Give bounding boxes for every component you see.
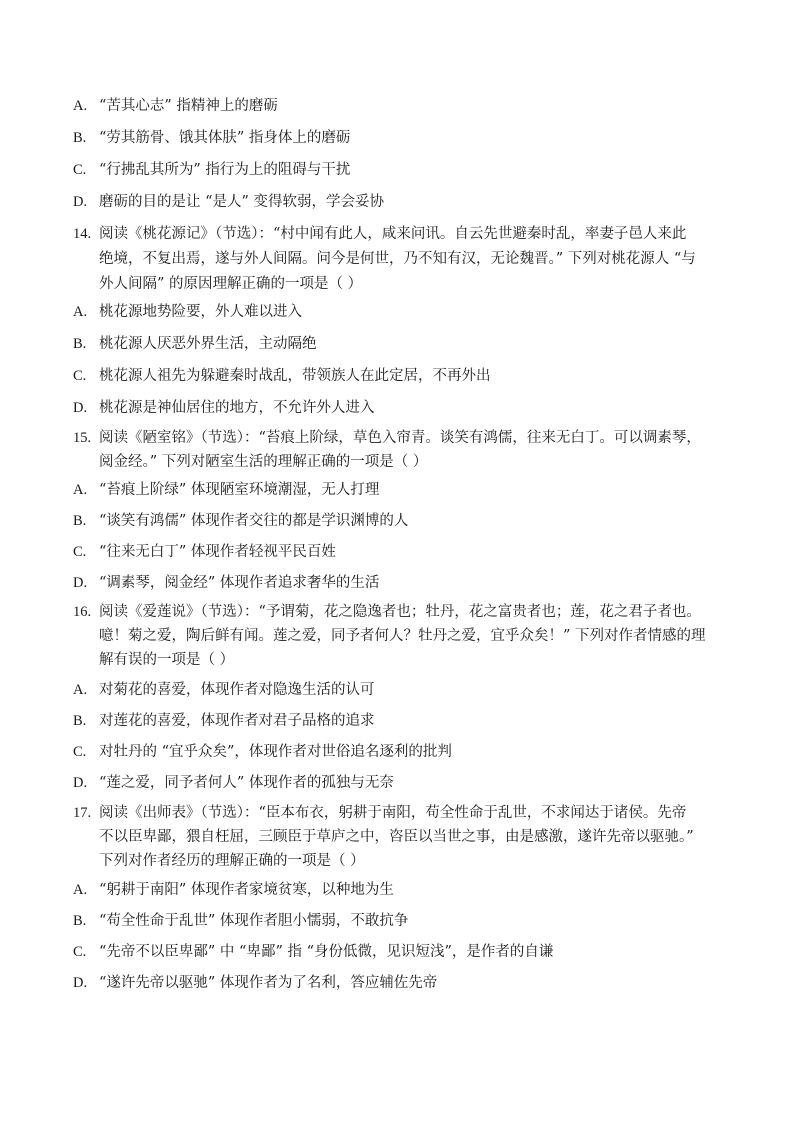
stem-text: 阅读《桃花源记》（节选）：“村中闻有此人，咸来问讯。自云先世避秦时乱，率妻子邑人来此 [99,226,687,242]
q15-option-a [73,480,379,500]
option-label: D. [73,400,88,416]
q14-stem-line-2: 绝境，不复出焉，遂与外人间隔。问今是何世，乃不知有汉，无论魏晋。” 下列对桃花源人 “与 [99,251,696,267]
q16-option-b [73,711,375,731]
q15-option-d [73,573,379,593]
stem-text: 阅读《爱莲说》（节选）：“予谓菊，花之隐逸者也；牡丹，花之富贵者也；莲，花之君子者也。 [99,604,701,620]
option-label: D. [73,194,88,210]
q15-option-c [73,542,336,562]
q13-option-d [73,192,384,212]
option-label: B. [73,336,87,352]
q17-stem-line-3: 下列对作者经历的理解正确的一项是（ ） [99,853,365,869]
q14-stem-line-3: 外人间隔” 的原因理解正确的一项是（ ） [99,276,363,292]
option-text: 桃花源人祖先为躲避秦时战乱，带领族人在此定居，不再外出 [99,368,491,384]
q17-option-a [73,880,394,900]
option-text: 磨砺的目的是让 “是人” 变得软弱，学会妥协 [99,194,385,210]
q14-option-a [73,302,302,322]
option-text: “行拂乱其所为” 指行为上的阻碍与干扰 [99,162,351,178]
option-text: 桃花源是神仙居住的地方，不允许外人进入 [99,400,375,416]
option-label: B. [73,130,87,146]
question-number: 16. [73,604,92,620]
option-label: A. [73,98,88,114]
question-number: 17. [73,805,92,821]
q17-option-c [73,942,553,962]
option-label: C. [73,744,87,760]
option-label: B. [73,513,87,529]
option-text: “谈笑有鸿儒” 体现作者交往的都是学识渊博的人 [99,513,409,529]
option-label: A. [73,682,88,698]
option-label: D. [73,575,88,591]
q13-option-a [73,96,278,116]
option-text: “苟全性命于乱世” 体现作者胆小懦弱，不敢抗争 [99,913,409,929]
q16-stem-line-2: 噫！菊之爱，陶后鲜有闻。莲之爱，同予者何人？牡丹之爱，宜乎众矣！” 下列对作者情感的理 [99,628,706,644]
option-label: A. [73,482,88,498]
q16-option-a [73,680,375,700]
option-text: “先帝不以臣卑鄙” 中 “卑鄙” 指 “身份低微，见识短浅”，是作者的自谦 [99,944,554,960]
option-text: “遂许先帝以驱驰” 体现作者为了名利，答应辅佐先帝 [99,975,438,991]
option-text: 对菊花的喜爱，体现作者对隐逸生活的认可 [99,682,375,698]
q16-option-c [73,742,452,762]
option-label: A. [73,304,88,320]
stem-text: 阅读《陋室铭》（节选）：“苔痕上阶绿，草色入帘青。谈笑有鸿儒，往来无白丁。可以调素琴， [99,430,701,446]
option-text: 对莲花的喜爱，体现作者对君子品格的追求 [99,713,375,729]
option-label: C. [73,368,87,384]
q17-option-d [73,973,437,993]
option-text: 桃花源人厌恶外界生活，主动隔绝 [99,336,317,352]
option-label: D. [73,975,88,991]
q14-option-c [73,366,491,386]
q17-stem-line-2: 不以臣卑鄙，猥自枉屈，三顾臣于草庐之中，咨臣以当世之事，由是感激，遂许先帝以驱驰。” [99,829,694,845]
q15-option-b [73,511,408,531]
q16-option-d [73,773,394,793]
option-label: A. [73,882,88,898]
q16-stem-line-1 [73,602,701,622]
option-text: 桃花源地势险要，外人难以进入 [99,304,302,320]
q14-option-d [73,398,375,418]
option-text: “莲之爱，同予者何人” 体现作者的孤独与无奈 [99,775,394,791]
option-label: B. [73,713,87,729]
q14-stem-line-1 [73,224,686,244]
q17-option-b [73,911,408,931]
option-text: “劳其筋骨、饿其体肤” 指身体上的磨砺 [99,130,351,146]
option-text: “调素琴，阅金经” 体现作者追求奢华的生活 [99,575,380,591]
q17-stem-line-1 [73,803,686,823]
option-label: C. [73,944,87,960]
question-number: 15. [73,430,92,446]
option-text: 对牡丹的 “宜乎众矣”，体现作者对世俗追名逐利的批判 [99,744,452,760]
option-text: “苦其心志” 指精神上的磨砺 [99,98,278,114]
option-label: C. [73,162,87,178]
q13-option-c [73,160,350,180]
option-label: B. [73,913,87,929]
q14-option-b [73,334,317,354]
stem-text: 阅读《出师表》（节选）：“臣本布衣，躬耕于南阳，苟全性命于乱世，不求闻达于诸侯。先帝 [99,805,687,821]
option-label: D. [73,775,88,791]
q15-stem-line-1 [73,428,701,448]
option-label: C. [73,544,87,560]
option-text: “往来无白丁” 体现作者轻视平民百姓 [99,544,336,560]
option-text: “苔痕上阶绿” 体现陋室环境潮湿，无人打理 [99,482,380,498]
q15-stem-line-2: 阅金经。” 下列对陋室生活的理解正确的一项是（ ） [99,454,428,470]
question-number: 14. [73,226,92,242]
q13-option-b [73,128,350,148]
q16-stem-line-3: 解有误的一项是（ ） [99,652,235,668]
option-text: “躬耕于南阳” 体现作者家境贫寒，以种地为生 [99,882,394,898]
